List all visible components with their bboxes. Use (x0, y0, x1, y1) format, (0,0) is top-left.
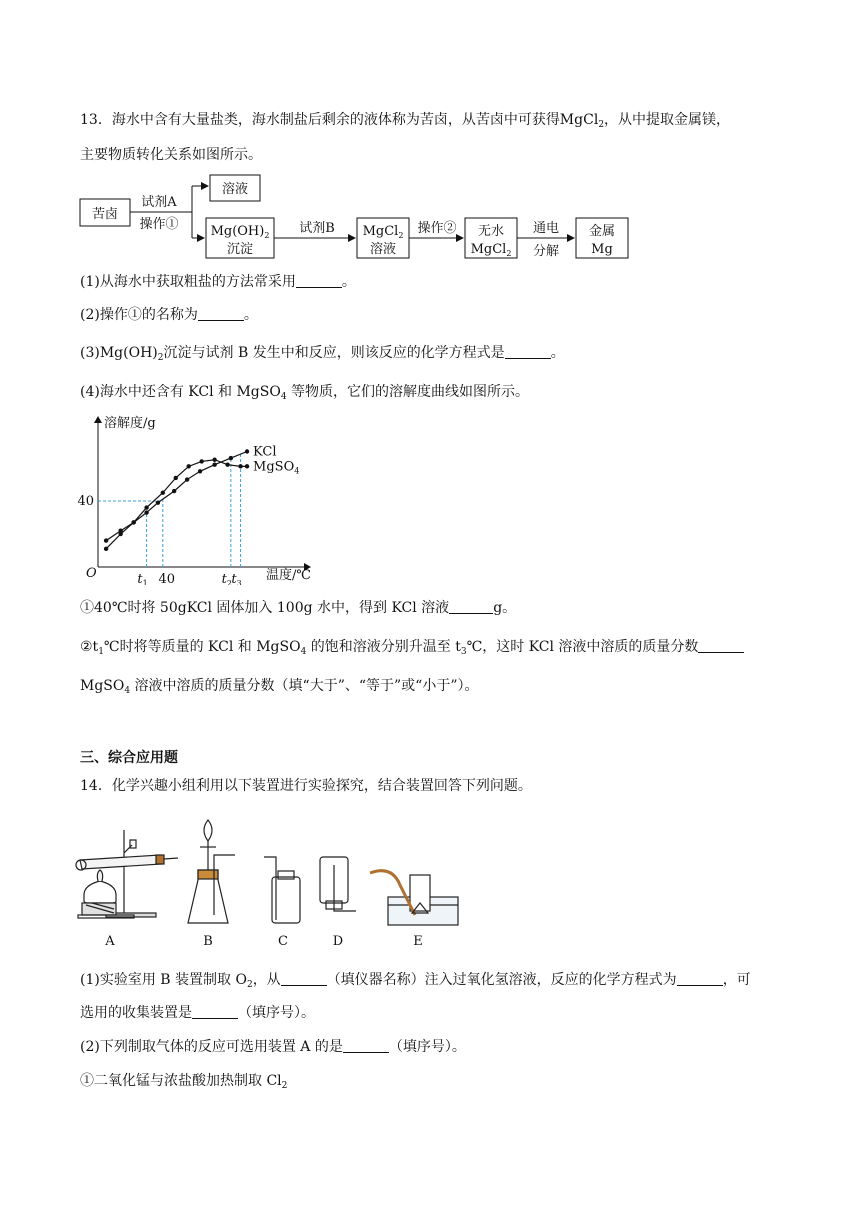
answer-blank[interactable] (281, 971, 327, 986)
x-tick-label: $t_1$ (137, 572, 148, 585)
flow-start: 苦卤 (91, 207, 119, 222)
apparatus-d (320, 857, 356, 911)
chart-xlabel: 温度/℃ (266, 568, 311, 583)
magnesium-flow-diagram (76, 170, 636, 265)
q14-part1-line1: (1)实验室用 B 装置制取 $O_2$，从 （填仪器名称）注入过氧化氢溶液，反应的化学方程式为 ，可 (80, 972, 751, 990)
q13-sub1: ①40℃时将 50gKCl 固体加入 100g 水中，得到 KCl 溶液 g。 (80, 600, 517, 616)
series-0-point (104, 538, 108, 542)
q14-part1-line2: 选用的收集装置是 （填序号）。 (80, 1005, 315, 1021)
answer-blank[interactable] (698, 638, 744, 653)
flow-electricity: 通电 (532, 221, 560, 236)
q13-part2: (2)操作①的名称为 。 (80, 307, 258, 323)
apparatus-label-a: A (105, 934, 115, 949)
apparatus-label-b: B (203, 934, 213, 949)
q13-intro-line1: 13．海水中含有大量盐类，海水制盐后剩余的液体称为苦卤，从苦卤中可获得MgCl$_2$，从中提取金属镁， (80, 112, 731, 130)
series-0-point (185, 477, 189, 481)
series-0-point (156, 500, 160, 504)
series-label-0: KCl (253, 444, 277, 460)
answer-blank[interactable] (677, 971, 723, 986)
x-tick-label: 40 (158, 572, 176, 585)
series-1-point (144, 505, 148, 509)
apparatus-a (76, 830, 178, 918)
apparatus-c (264, 857, 300, 923)
y-tick-label: 40 (77, 494, 94, 509)
q14-part2: (2)下列制取气体的反应可选用装置 A 的是 （填序号）。 (80, 1039, 466, 1055)
flow-solution: 溶液 (221, 182, 249, 197)
series-1-point (161, 491, 165, 495)
x-tick-label: $t_3$ (231, 572, 242, 585)
apparatus-illustration (70, 815, 470, 955)
flow-metal-mg: Mg (591, 242, 613, 257)
series-line-1 (106, 460, 247, 549)
series-label-1: MgSO$_4$ (253, 459, 300, 476)
q14-intro: 14．化学兴趣小组利用以下装置进行实验探究，结合装置回答下列问题。 (80, 778, 532, 794)
series-1-point (118, 532, 122, 536)
flow-reagent-a: 试剂A (141, 195, 177, 210)
answer-blank[interactable] (198, 306, 244, 321)
chart-origin: O (86, 566, 97, 581)
series-0-point (245, 449, 249, 453)
series-1-point (104, 547, 108, 551)
q13-sub2-line1: $②t_1℃$时将等质量的 KCl 和 MgSO$_4$ 的饱和溶液分别升温至 $t_3℃$，这时 KCl 溶液中溶质的质量分数 (80, 637, 744, 662)
apparatus-label-e: E (413, 934, 423, 949)
series-1-point (212, 458, 216, 462)
series-0-point (198, 469, 202, 473)
apparatus-b (188, 820, 235, 923)
apparatus-e (370, 871, 458, 925)
answer-blank[interactable] (505, 344, 551, 359)
series-1-point (131, 520, 135, 524)
q13-part1: (1)从海水中获取粗盐的方法常采用 。 (80, 274, 356, 290)
q13-intro-line2: 主要物质转化关系如图所示。 (80, 147, 262, 163)
flow-metal-label: 金属 (588, 224, 616, 239)
flow-precipitate: $Mg(OH)_2$ (210, 224, 270, 240)
flow-decompose: 分解 (532, 244, 560, 259)
answer-blank[interactable] (296, 273, 342, 288)
section-heading: 三、综合应用题 (80, 750, 178, 766)
chart-ylabel: 溶解度/g (104, 416, 156, 431)
answer-blank[interactable] (343, 1038, 389, 1053)
series-1-point (199, 459, 203, 463)
apparatus-label-c: C (278, 934, 288, 949)
series-1-point (238, 464, 242, 468)
series-1-point (225, 463, 229, 467)
flow-mgcl2-solution: MgCl$_2$ (362, 224, 404, 240)
q13-part3: $(3)Mg(OH)_2$沉淀与试剂 B 发生中和反应，则该反应的化学方程式是 。 (80, 345, 565, 363)
q13-sub2-line2: MgSO$_4$ 溶液中溶质的质量分数（填“大于”、“等于”或“小于”）。 (80, 678, 479, 696)
answer-blank[interactable] (449, 599, 493, 614)
answer-blank[interactable] (192, 1004, 238, 1019)
flow-operation-1: 操作① (139, 217, 179, 232)
series-0-point (172, 489, 176, 493)
series-0-point (212, 463, 216, 467)
series-1-point (174, 476, 178, 480)
flow-anhydrous-mgcl2: MgCl$_2$ (470, 242, 512, 258)
x-tick-label: $t_2$ (221, 572, 233, 585)
series-1-point (245, 464, 249, 468)
flow-mgcl2-solution-label: 溶液 (369, 242, 397, 257)
apparatus-label-d: D (332, 934, 344, 949)
q13-part4: (4)海水中还含有 KCl 和 MgSO$_4$ 等物质，它们的溶解度曲线如图所示。 (80, 384, 530, 402)
series-1-point (187, 464, 191, 468)
solubility-chart (70, 405, 340, 585)
q14-part2-option1: ①二氧化锰与浓盐酸加热制取 $Cl_2$ (80, 1073, 288, 1091)
flow-anhydrous-label: 无水 (477, 224, 505, 239)
series-0-point (229, 456, 233, 460)
flow-reagent-b: 试剂B (299, 221, 335, 236)
flow-operation-2: 操作② (417, 221, 457, 236)
series-0-point (144, 510, 148, 514)
flow-precipitate-label: 沉淀 (226, 242, 254, 257)
